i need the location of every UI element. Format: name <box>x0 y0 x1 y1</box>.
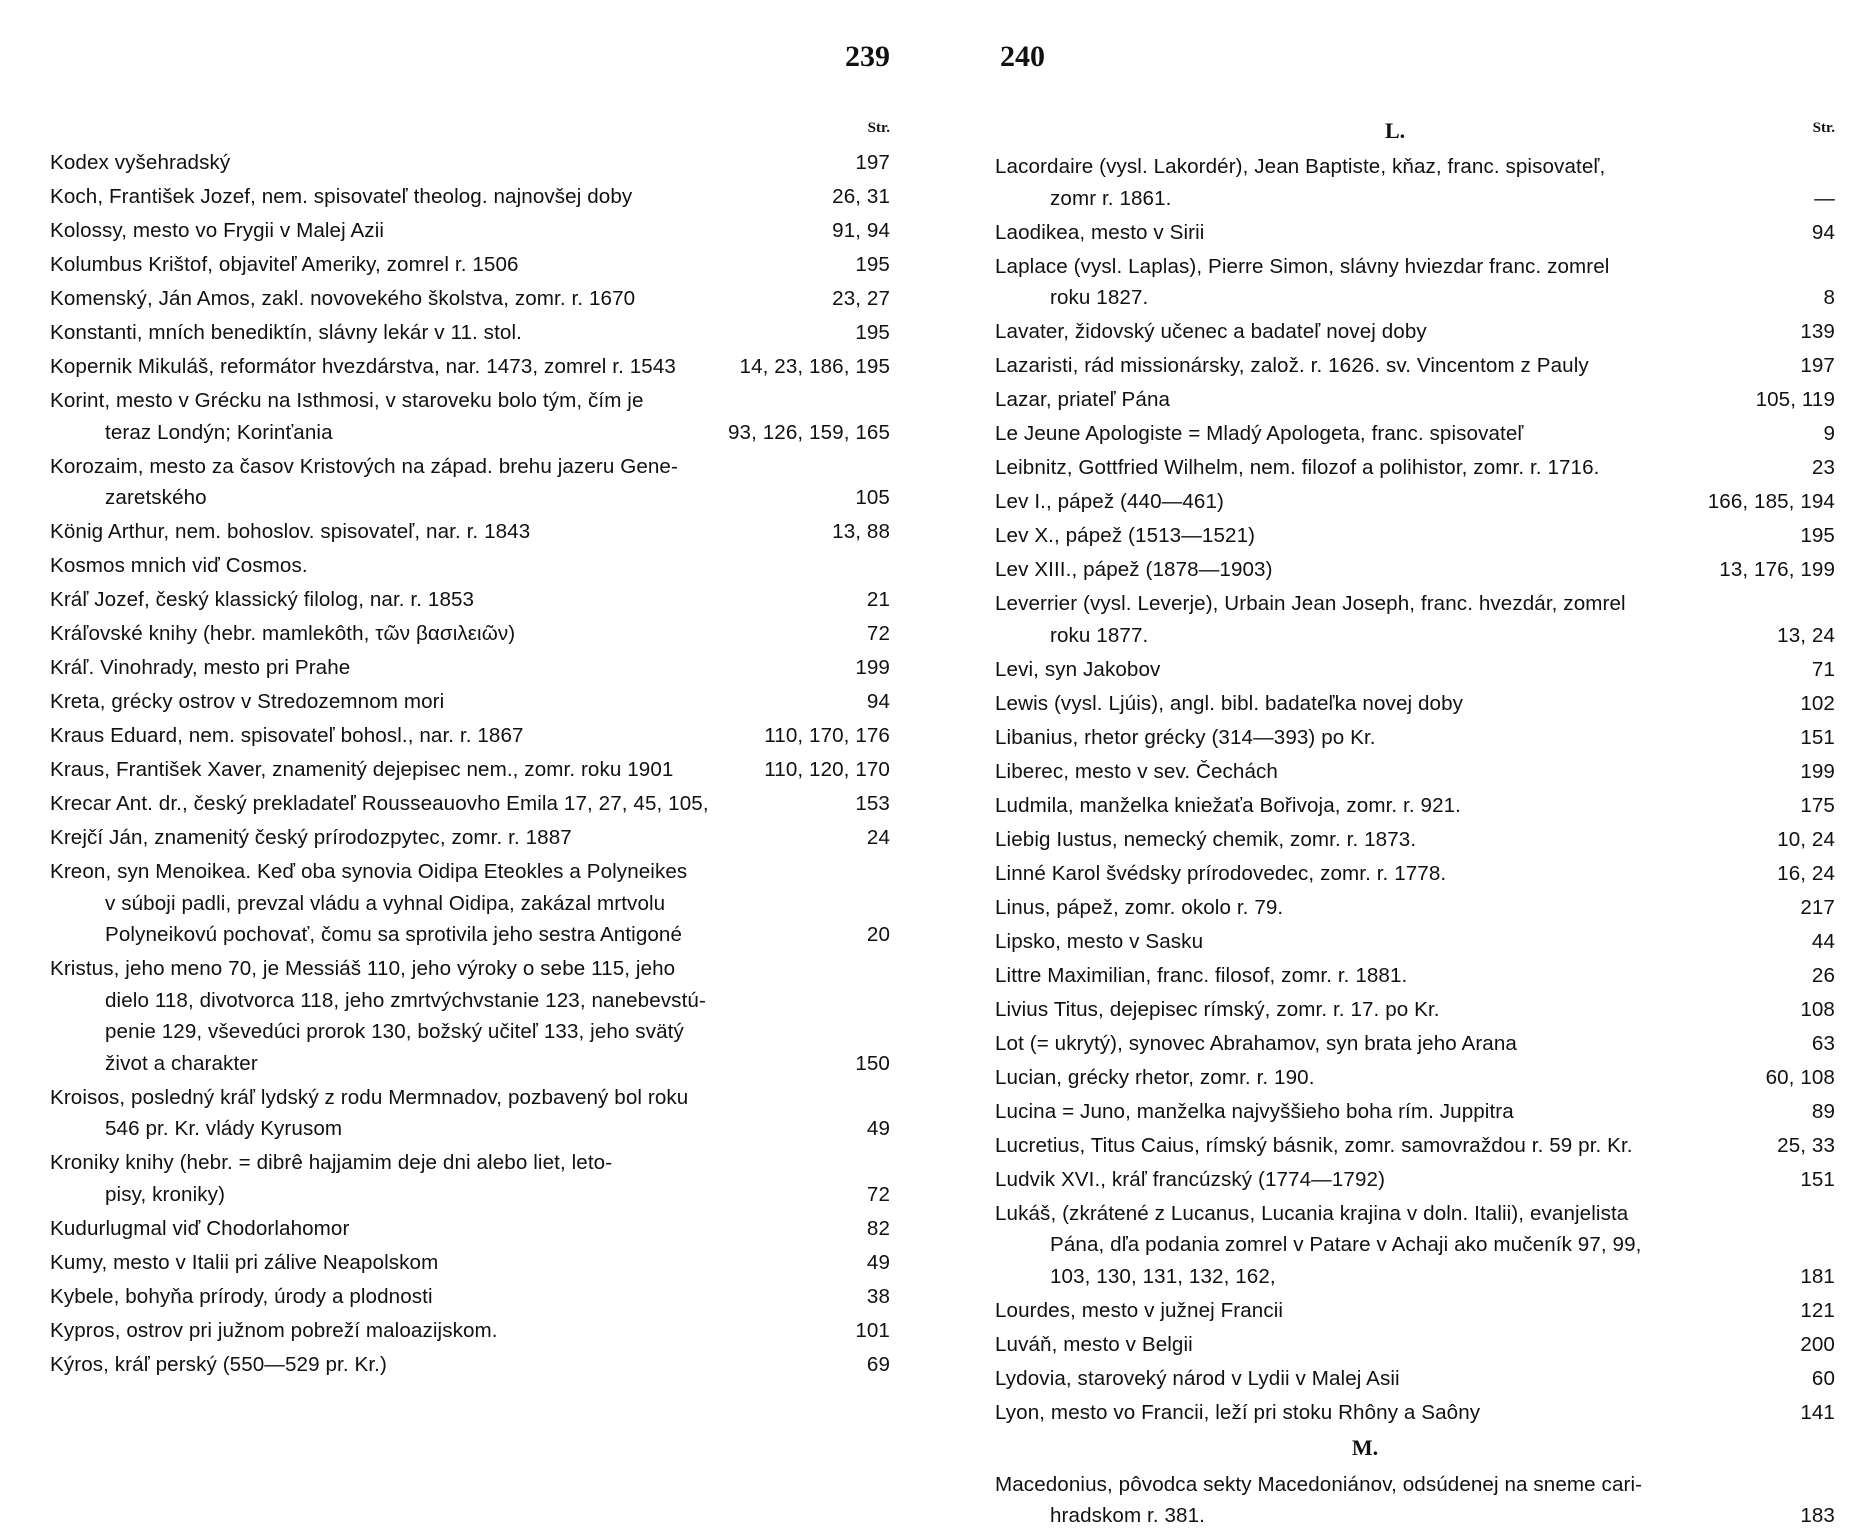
entry-pages: 25, 33 <box>1777 1133 1835 1157</box>
entry-text: Krecar Ant. dr., český prekladateľ Rousseauovho Emila 17, 27, 45, 105, <box>50 792 709 815</box>
entry-text: Kosmos mnich viď Cosmos. <box>50 554 308 577</box>
index-entries <box>50 147 890 1383</box>
index-entry <box>50 317 890 349</box>
entry-pages: 181 <box>1800 1264 1835 1288</box>
index-entry <box>995 1130 1835 1162</box>
index-entry <box>995 790 1835 822</box>
entry-text: Krejčí Ján, znamenitý český prírodozpytec, zomr. r. 1887 <box>50 826 572 849</box>
entry-pages: 91, 94 <box>832 219 890 242</box>
entry-text: Liebig Iustus, nemecký chemik, zomr. r. 1873. <box>995 827 1417 851</box>
entry-pages: 175 <box>1800 793 1835 817</box>
index-entry <box>50 516 890 548</box>
entry-text: Kybele, bohyňa prírody, úrody a plodnosti <box>50 1284 433 1308</box>
entry-pages: 195 <box>855 253 890 276</box>
entry-pages: 38 <box>866 1284 890 1308</box>
index-entry <box>995 520 1835 552</box>
entry-text: Kristus, jeho meno 70, je Messiáš 110, jeho výroky o sebe 115, jeho <box>50 957 676 980</box>
entry-text: dielo 118, divotvorca 118, jeho zmrtvýchvstanie 123, nanebevstú- <box>105 988 706 1012</box>
column-label: Str. <box>1812 120 1835 136</box>
entry-text: roku 1827. <box>1050 286 1149 309</box>
entry-pages: 183 <box>1800 1504 1835 1527</box>
index-entry <box>995 151 1835 214</box>
index-entry <box>995 384 1835 416</box>
entry-text: Korozaim, mesto za časov Kristových na západ. brehu jazeru Gene- <box>50 454 678 478</box>
entry-pages: 21 <box>866 588 890 611</box>
index-entry <box>50 1147 890 1210</box>
entry-text: Levi, syn Jakobov <box>995 657 1161 681</box>
entry-pages: 49 <box>866 1117 890 1140</box>
entry-pages: 108 <box>1800 997 1835 1021</box>
entry-text: Kreta, grécky ostrov v Stredozemnom mori <box>50 690 445 713</box>
entry-text: Pána, dľa podania zomrel v Patare v Achaji ako mučeník 97, 99, <box>1050 1233 1642 1256</box>
entry-pages: 199 <box>1800 759 1835 783</box>
entry-text: Lazar, priateľ Pána <box>995 388 1171 411</box>
entry-text: Kráľ. Vinohrady, mesto pri Prahe <box>50 656 351 679</box>
entry-pages: 44 <box>1811 929 1835 953</box>
index-entry <box>995 1062 1835 1094</box>
entry-text: penie 129, vševedúci prorok 130, božský učiteľ 133, jeho svätý <box>105 1020 684 1043</box>
entry-pages: 13, 88 <box>832 520 890 543</box>
index-entry <box>50 584 890 616</box>
section-heading-m: M. <box>1351 1434 1379 1460</box>
index-entry <box>50 822 890 854</box>
index-entry <box>995 654 1835 686</box>
entry-text: Kráľovské knihy (hebr. mamlekôth, τῶν βασιλειῶν) <box>50 622 516 645</box>
entry-pages: 197 <box>1800 354 1835 377</box>
entry-text: Lipsko, mesto v Sasku <box>995 929 1204 953</box>
entry-text: Libanius, rhetor grécky (314—393) po Kr. <box>995 725 1376 749</box>
index-entry <box>995 350 1835 382</box>
entry-pages: 49 <box>866 1250 890 1274</box>
entry-pages: 150 <box>855 1051 890 1075</box>
index-entry <box>50 618 890 650</box>
entry-pages: 72 <box>866 622 890 645</box>
entry-text: Lev XIII., pápež (1878—1903) <box>995 558 1273 581</box>
entry-text: Konstanti, mních benediktín, slávny lekár v 11. stol. <box>50 321 522 344</box>
entry-pages: — <box>1814 186 1835 210</box>
index-entry <box>995 1096 1835 1128</box>
index-entry <box>50 686 890 718</box>
entry-text: zomr r. 1861. <box>1050 186 1172 210</box>
entry-pages: 60, 108 <box>1765 1065 1835 1089</box>
index-entry <box>995 756 1835 788</box>
index-entry <box>995 926 1835 958</box>
entry-pages: 23, 27 <box>832 287 890 310</box>
index-entry <box>995 722 1835 754</box>
entry-pages: 195 <box>1800 524 1835 547</box>
entry-pages: 94 <box>1811 220 1835 244</box>
index-entry <box>50 652 890 684</box>
entry-pages: 72 <box>866 1182 890 1206</box>
entry-text: zaretského <box>105 486 207 509</box>
entry-pages: 101 <box>855 1318 890 1342</box>
entry-text: Le Jeune Apologiste = Mladý Apologeta, franc. spisovateľ <box>995 422 1524 445</box>
index-entry <box>995 688 1835 720</box>
index-entry <box>50 351 890 383</box>
index-entry <box>995 858 1835 890</box>
entry-text: Laodikea, mesto v Sirii <box>995 220 1205 244</box>
entry-text: Leibnitz, Gottfried Wilhelm, nem. filozof a polihistor, zomr. r. 1716. <box>995 456 1600 479</box>
entry-text: Ludvik XVI., kráľ francúzský (1774—1792) <box>995 1167 1386 1191</box>
entry-text: Polyneikovú pochovať, čomu sa sprotivila jeho sestra Antigoné <box>105 923 683 946</box>
entry-pages: 23 <box>1811 456 1835 479</box>
index-entry <box>995 824 1835 856</box>
entry-text: Lewis (vysl. Ljúis), angl. bibl. badateľka novej doby <box>995 691 1464 715</box>
entry-pages: 93, 126, 159, 165 <box>727 420 890 444</box>
index-entry <box>995 1164 1835 1196</box>
index-entry <box>50 181 890 213</box>
entry-text: Kodex vyšehradský <box>50 151 231 174</box>
entry-text: Linné Karol švédsky prírodovedec, zomr. r. 1778. <box>995 861 1447 885</box>
index-entry <box>50 385 890 448</box>
index-entry <box>50 147 890 179</box>
entry-pages: 24 <box>866 826 890 849</box>
index-entry <box>50 788 890 820</box>
index-entry <box>50 1213 890 1245</box>
entry-text: Kolossy, mesto vo Frygii v Malej Azii <box>50 219 385 242</box>
entry-pages: 20 <box>866 923 890 946</box>
index-entry <box>995 994 1835 1026</box>
index-entry <box>50 451 890 514</box>
entry-pages: 63 <box>1811 1031 1835 1055</box>
entry-text: Kráľ Jozef, český klassický filolog, nar. r. 1853 <box>50 588 475 611</box>
entry-pages: 16, 24 <box>1777 861 1835 885</box>
entry-pages: 166, 185, 194 <box>1707 490 1835 513</box>
index-entry <box>995 588 1835 651</box>
entry-pages: 60 <box>1811 1366 1835 1390</box>
entry-pages: 197 <box>855 151 890 174</box>
entry-pages: 110, 120, 170 <box>764 758 890 781</box>
entry-pages: 13, 176, 199 <box>1719 558 1835 581</box>
entry-pages: 199 <box>855 656 890 679</box>
index-entry <box>995 251 1835 314</box>
entry-text: Luváň, mesto v Belgii <box>995 1332 1193 1356</box>
entry-text: Liberec, mesto v sev. Čechách <box>995 759 1278 783</box>
entry-pages: 105, 119 <box>1755 388 1835 411</box>
entry-pages: 14, 23, 186, 195 <box>739 355 890 378</box>
index-entry <box>995 452 1835 484</box>
entry-text: Lucretius, Titus Caius, rímský básnik, zomr. samovraždou r. 59 pr. Kr. <box>995 1133 1633 1157</box>
entry-pages: 141 <box>1800 1400 1835 1424</box>
index-entry <box>50 754 890 786</box>
entry-text: Lydovia, staroveký národ v Lydii v Malej Asii <box>995 1366 1400 1390</box>
entry-pages: 26 <box>1811 963 1835 987</box>
index-entries <box>995 151 1835 1534</box>
entry-text: Lev I., pápež (440—461) <box>995 490 1224 513</box>
entry-pages: 94 <box>866 690 890 713</box>
entry-text: Kroisos, posledný kráľ lydský z rodu Mermnadov, pozbavený bol roku <box>50 1085 689 1109</box>
entry-text: Kypros, ostrov pri južnom pobreží maloazijskom. <box>50 1318 498 1342</box>
entry-pages: 151 <box>1800 1167 1835 1191</box>
index-entry <box>995 1198 1835 1293</box>
entry-text: Lot (= ukrytý), synovec Abrahamov, syn brata jeho Arana <box>995 1031 1517 1055</box>
index-entry <box>50 1281 890 1313</box>
entry-pages: 89 <box>1811 1099 1835 1123</box>
entry-text: Kraus Eduard, nem. spisovateľ bohosl., nar. r. 1867 <box>50 724 524 747</box>
entry-pages: 105 <box>855 486 890 509</box>
entry-text: Ludmila, manželka kniežaťa Bořivoja, zomr. r. 921. <box>995 793 1462 817</box>
entry-text: Littre Maximilian, franc. filosof, zomr. r. 1881. <box>995 963 1408 987</box>
entry-text: König Arthur, nem. bohoslov. spisovateľ, nar. r. 1843 <box>50 520 531 543</box>
page-number: 240 <box>1000 40 1045 73</box>
entry-text: Kreon, syn Menoikea. Keď oba synovia Oidipa Eteokles a Polyneikes <box>50 860 688 883</box>
entry-text: Lourdes, mesto v južnej Francii <box>995 1298 1284 1322</box>
entry-text: Kolumbus Krištof, objaviteľ Ameriky, zomrel r. 1506 <box>50 253 519 276</box>
entry-text: Korint, mesto v Grécku na Isthmosi, v staroveku bolo tým, čím je <box>50 389 644 412</box>
entry-text: Lukáš, (zkrátené z Lucanus, Lucania krajina v doln. Italii), evanjelista <box>995 1201 1629 1225</box>
entry-pages: 69 <box>866 1352 890 1376</box>
entry-text: Kroniky knihy (hebr. = dibrê hajjamim deje dni alebo liet, leto- <box>50 1151 613 1174</box>
entry-pages: 153 <box>855 792 890 815</box>
entry-pages: 110, 170, 176 <box>764 724 890 747</box>
index-entry <box>50 215 890 247</box>
index-entry <box>995 1397 1835 1429</box>
entry-pages: 121 <box>1800 1298 1835 1322</box>
entry-pages: 151 <box>1800 725 1835 749</box>
index-entry <box>995 316 1835 348</box>
entry-text: Komenský, Ján Amos, zakl. novovekého školstva, zomr. r. 1670 <box>50 287 636 310</box>
entry-text: 546 pr. Kr. vlády Kyrusom <box>105 1117 343 1140</box>
entry-text: Lev X., pápež (1513—1521) <box>995 524 1256 547</box>
entry-pages: 217 <box>1800 895 1835 919</box>
index-entry <box>50 720 890 752</box>
index-entry <box>50 1349 890 1381</box>
entry-text: Lucina = Juno, manželka najvyššieho boha rím. Juppitra <box>995 1099 1514 1123</box>
index-entry <box>50 283 890 315</box>
index-entry <box>995 554 1835 586</box>
entry-pages: 13, 24 <box>1777 623 1835 647</box>
entry-text: roku 1877. <box>1050 623 1149 647</box>
section-heading-l: L. <box>1385 118 1406 143</box>
index-entry <box>995 1028 1835 1060</box>
entry-text: Kudurlugmal viď Chodorlahomor <box>50 1216 350 1240</box>
entry-text: hradskom r. 381. <box>1050 1504 1205 1527</box>
index-entry <box>995 418 1835 450</box>
entry-text: pisy, kroniky) <box>105 1182 226 1206</box>
entry-text: život a charakter <box>105 1051 258 1075</box>
entry-pages: 82 <box>866 1216 890 1240</box>
entry-pages: 102 <box>1800 691 1835 715</box>
entry-text: Kopernik Mikuláš, reformátor hvezdárstva, nar. 1473, zomrel r. 1543 <box>50 355 676 378</box>
entry-text: teraz Londýn; Korinťania <box>105 420 333 444</box>
entry-text: Lyon, mesto vo Francii, leží pri stoku Rhôny a Saôny <box>995 1400 1481 1424</box>
index-entry <box>995 960 1835 992</box>
entry-text: Lazaristi, rád missionársky, založ. r. 1626. sv. Vincentom z Pauly <box>995 354 1589 377</box>
index-entry <box>50 249 890 281</box>
index-entry <box>995 217 1835 249</box>
entry-text: Koch, František Jozef, nem. spisovateľ theolog. najnovšej doby <box>50 185 633 208</box>
entry-pages: 195 <box>855 321 890 344</box>
index-entry <box>995 1329 1835 1361</box>
column-label: Str. <box>867 120 890 136</box>
index-entry <box>50 550 890 582</box>
entry-text: Kraus, František Xaver, znamenitý dejepisec nem., zomr. roku 1901 <box>50 758 674 781</box>
entry-text: Macedonius, pôvodca sekty Macedoniánov, odsúdenej na sneme cari- <box>995 1472 1643 1496</box>
entry-pages: 71 <box>1811 657 1835 681</box>
index-entry <box>50 856 890 951</box>
entry-pages: 139 <box>1800 320 1835 343</box>
index-entry <box>50 1082 890 1145</box>
entry-pages: 9 <box>1823 422 1835 445</box>
entry-text: 103, 130, 131, 132, 162, <box>1050 1264 1276 1288</box>
index-entry <box>50 953 890 1079</box>
entry-text: Lucian, grécky rhetor, zomr. r. 190. <box>995 1065 1315 1089</box>
index-entry <box>50 1247 890 1279</box>
entry-text: v súboji padli, prevzal vládu a vyhnal Oidipa, zakázal mrtvolu <box>105 891 666 915</box>
index-entry <box>995 1363 1835 1395</box>
index-entry <box>995 486 1835 518</box>
index-entry <box>995 1295 1835 1327</box>
entry-text: Kýros, kráľ perský (550—529 pr. Kr.) <box>50 1352 387 1376</box>
entry-pages: 26, 31 <box>832 185 890 208</box>
page-number: 239 <box>845 40 890 73</box>
entry-text: Kumy, mesto v Italii pri zálive Neapolskom <box>50 1250 439 1274</box>
index-entry <box>995 1469 1835 1532</box>
index-entry <box>50 1315 890 1347</box>
entry-text: Laplace (vysl. Laplas), Pierre Simon, slávny hviezdar franc. zomrel <box>995 254 1610 278</box>
index-entry <box>995 892 1835 924</box>
entry-text: Lavater, židovský učenec a badateľ novej doby <box>995 320 1427 343</box>
entry-pages: 10, 24 <box>1777 827 1835 851</box>
entry-text: Linus, pápež, zomr. okolo r. 79. <box>995 895 1284 919</box>
entry-pages: 8 <box>1823 286 1835 309</box>
entry-text: Leverrier (vysl. Leverje), Urbain Jean Joseph, franc. hvezdár, zomrel <box>995 592 1626 615</box>
entry-text: Livius Titus, dejepisec rímský, zomr. r. 17. po Kr. <box>995 997 1440 1021</box>
entry-pages: 200 <box>1800 1332 1835 1356</box>
entry-text: Lacordaire (vysl. Lakordér), Jean Baptiste, kňaz, franc. spisovateľ, <box>995 155 1606 178</box>
